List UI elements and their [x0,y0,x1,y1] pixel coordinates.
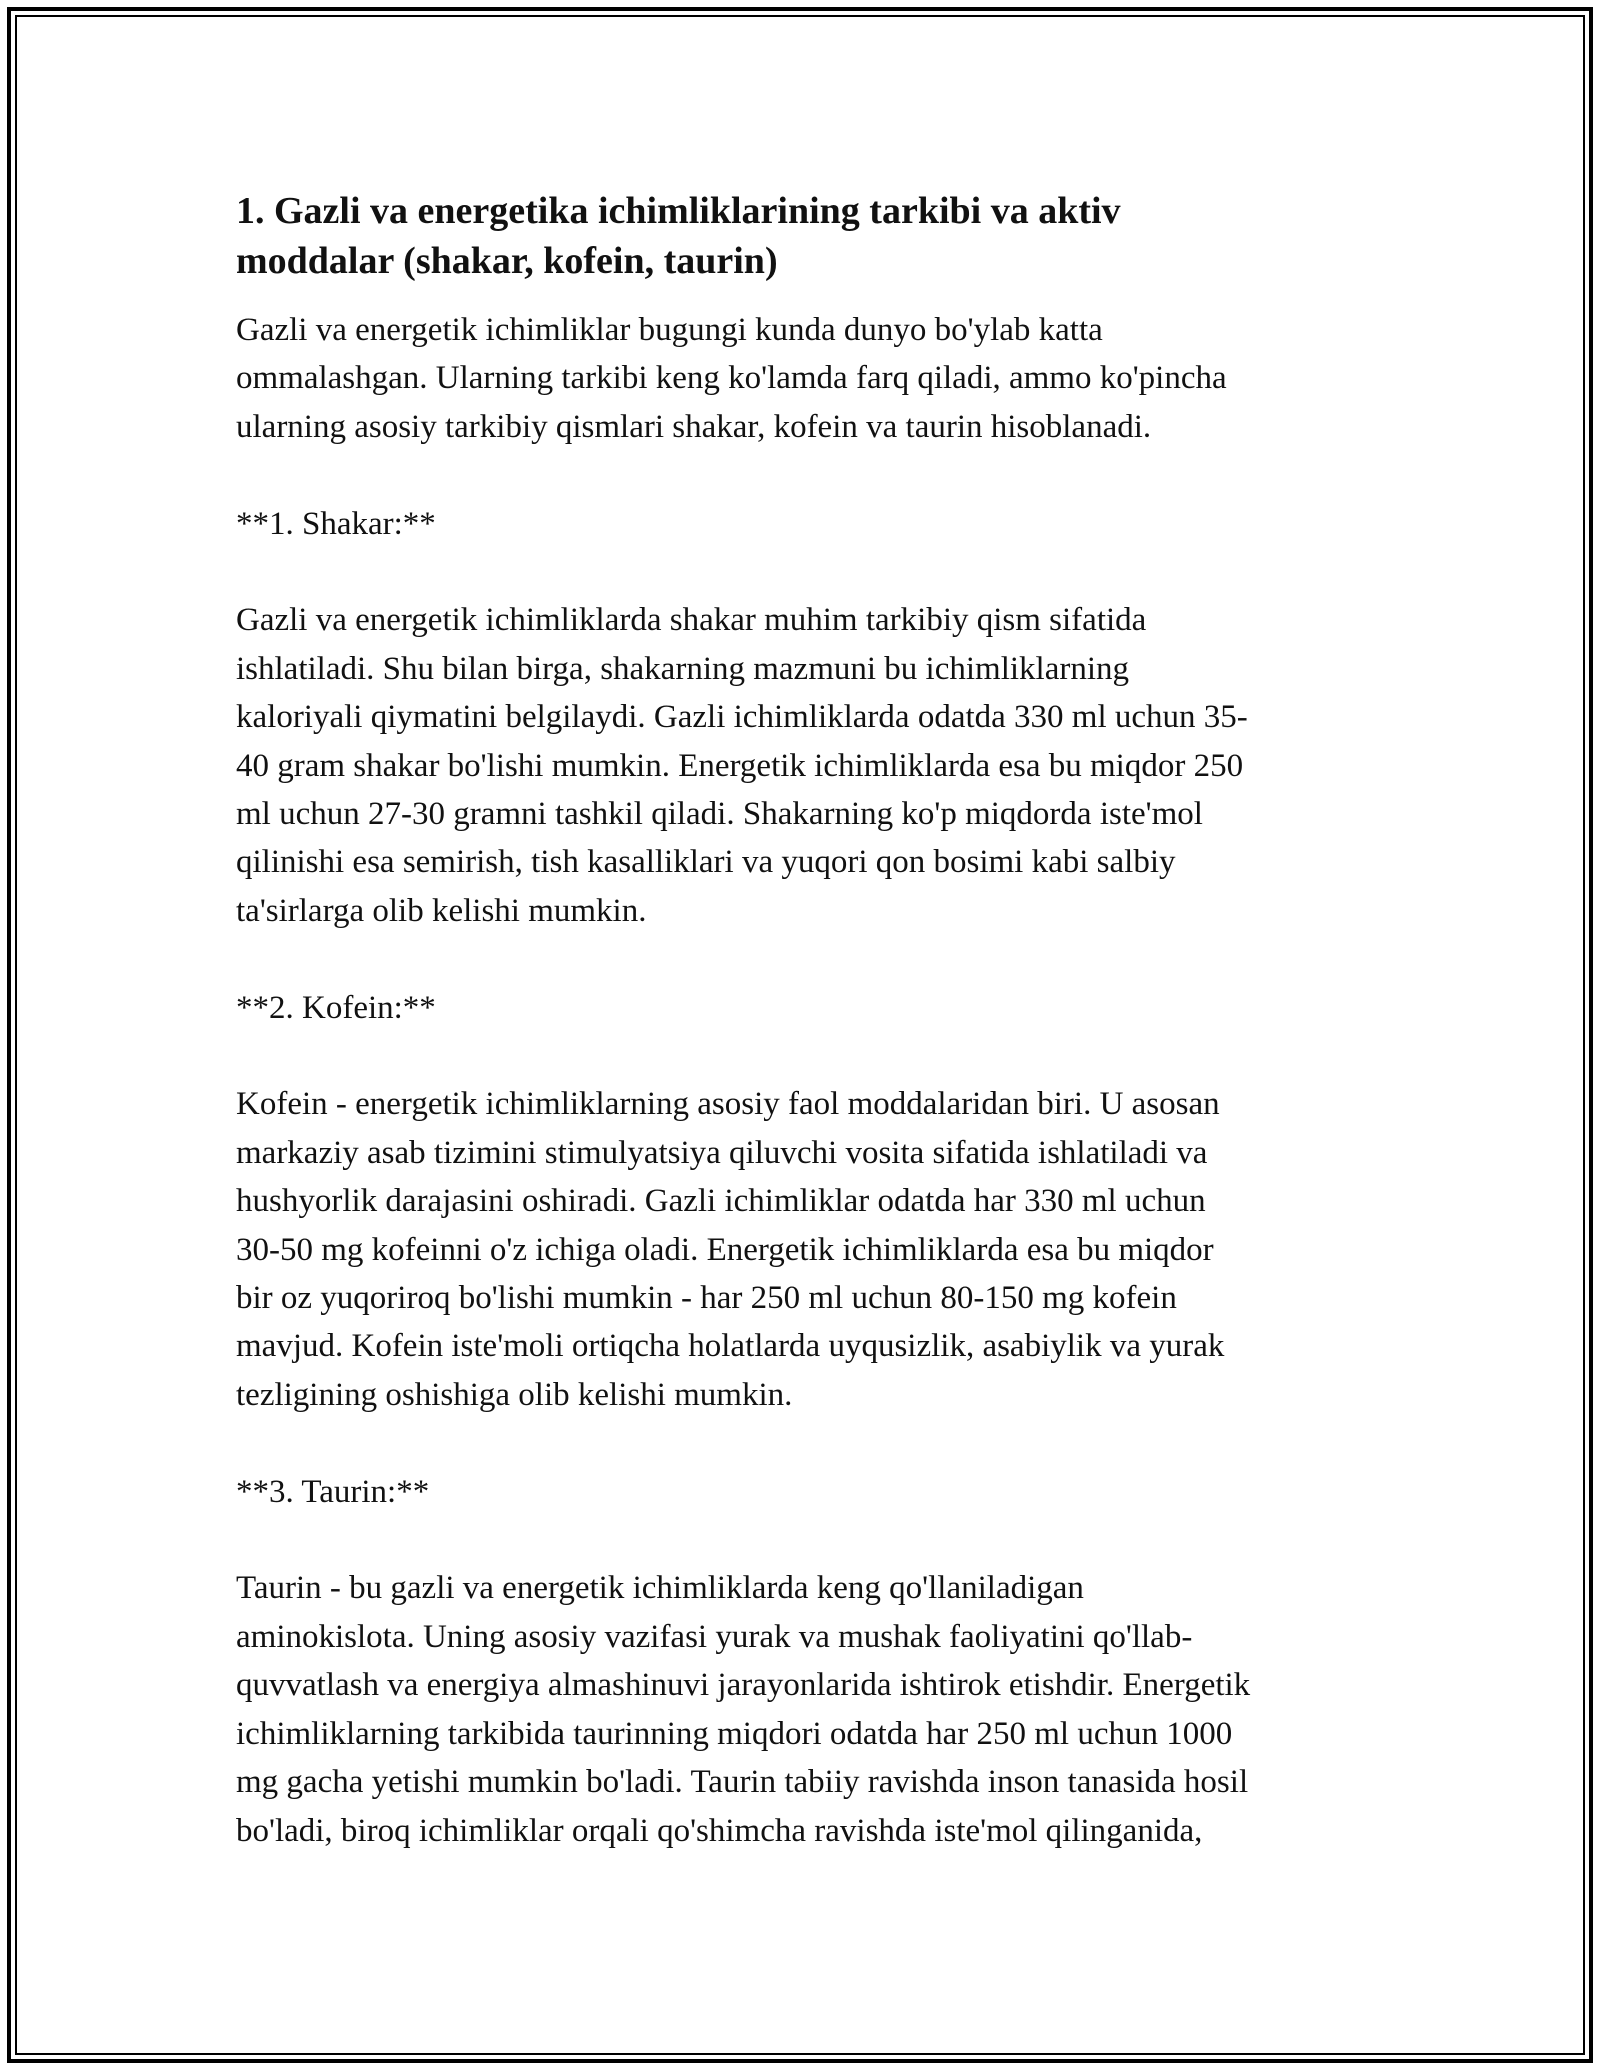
subsection-title-taurin: **3. Taurin:** [236,1473,430,1510]
subsection-title-shakar: **1. Shakar:** [236,505,436,542]
paragraph-taurin: Taurin - bu gazli va energetik ichimliklarda keng qo'llaniladigan aminokislota. Uning asosiy vazifasi yurak va mushak faoliyatini qo'llab- quvvatlash va energiya almashinuvi jarayonlarida ishtirok etishdir. Energetik ichimliklarning tarkibida taurinning miqdori odatda har 250 ml uchun 1000 mg gacha yetishi mumkin bo'ladi. Taurin tabiiy ravishda inson tanasida hosil bo'ladi, biroq ichimliklar orqali qo'shimcha ravishda iste'mol qilinganida, [236,1570,1251,1849]
intro-paragraph: Gazli va energetik ichimliklar bugungi kunda dunyo bo'ylab katta ommalashgan. Ularning tarkibi keng ko'lamda farq qiladi, ammo ko'pincha ularning asosiy tarkibiy qismlari shakar, kofein va taurin hisoblanadi. [236,312,1227,445]
paragraph-kofein: Kofein - energetik ichimliklarning asosiy faol moddalaridan biri. U asosan markaziy asab tizimini stimulyatsiya qiluvchi vosita sifatida ishlatiladi va hushyorlik darajasini oshiradi. Gazli ichimliklar odatda har 330 ml uchun 30-50 mg kofeinni o'z ichiga oladi. Energetik ichimliklarda esa bu miqdor bir oz yuqoriroq bo'lishi mumkin - har 250 ml uchun 80-150 mg kofein mavjud. Kofein iste'moli ortiqcha holatlarda uyqusizlik, asabiylik va yurak tezligining oshishiga olib kelishi mumkin. [236,1086,1225,1413]
document-body [236,186,1366,1855]
section-heading: 1. Gazli va energetika ichimliklarining tarkibi va aktiv moddalar (shakar, kofein, taurin) [236,190,1121,282]
subsection-title-kofein: **2. Kofein:** [236,989,436,1026]
paragraph-shakar: Gazli va energetik ichimliklarda shakar muhim tarkibiy qism sifatida ishlatiladi. Shu bilan birga, shakarning mazmuni bu ichimliklarning kaloriyali qiymatini belgilaydi. Gazli ichimliklarda odatda 330 ml uchun 35- 40 gram shakar bo'lishi mumkin. Energetik ichimliklarda esa bu miqdor 250 ml uchun 27-30 gramni tashkil qiladi. Shakarning ko'p miqdorda iste'mol qilinishi esa semirish, tish kasalliklari va yuqori qon bosimi kabi salbiy ta'sirlarga olib kelishi mumkin. [236,602,1248,929]
